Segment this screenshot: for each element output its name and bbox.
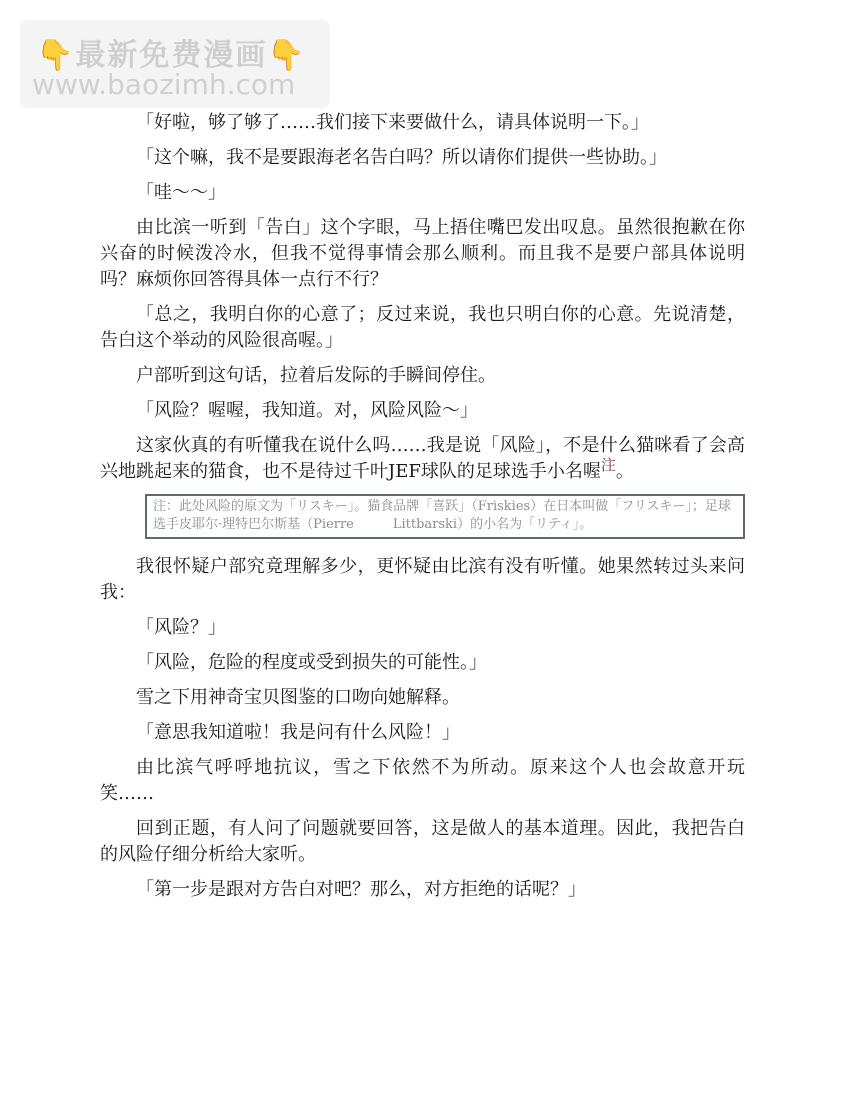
paragraph: 「这个嘛，我不是要跟海老名告白吗？所以请你们提供一些协助。」 bbox=[136, 147, 667, 168]
pointing-hand-icon: 👇 bbox=[36, 38, 76, 73]
paragraph: 「意思我知道啦！我是问有什么风险！」 bbox=[136, 722, 460, 743]
paragraph: 由比滨一听到「告白」这个字眼，马上捂住嘴巴发出叹息。虽然很抱歉在你兴奋的时候泼冷水，但我不觉得事情会那么顺利。而且我不是要户部具体说明吗？麻烦你回答得具体一点行不行？ bbox=[100, 217, 745, 290]
footnote-box bbox=[145, 494, 745, 539]
paragraph: 「好啦，够了够了……我们接下来要做什么，请具体说明一下。」 bbox=[136, 112, 649, 133]
paragraph: 由比滨气呼呼地抗议，雪之下依然不为所动。原来这个人也会故意开玩笑…… bbox=[100, 757, 745, 804]
paragraph-with-note bbox=[100, 433, 745, 485]
paragraph-end: 。 bbox=[615, 461, 634, 482]
paragraph: 「总之，我明白你的心意了；反过来说，我也只明白你的心意。先说清楚，告白这个举动的风险很高喔。」 bbox=[100, 304, 745, 351]
watermark-url: www.baozimh.com bbox=[32, 68, 296, 101]
paragraph: 「哇～～」 bbox=[136, 182, 226, 203]
footnote-text: 注：此处风险的原文为「リスキー」。猫食品牌「喜跃」（Friskies）在日本叫做「フリスキー」；足球选手皮耶尔·理特巴尔斯基（Pierre Littbarski）的小名为「リティ」。 bbox=[153, 499, 731, 532]
watermark bbox=[20, 20, 330, 108]
paragraph: 「风险？喔喔，我知道。对，风险风险～」 bbox=[136, 400, 478, 421]
watermark-title-text: 最新免费漫画 bbox=[75, 38, 268, 73]
footnote-marker[interactable]: 注 bbox=[600, 456, 616, 474]
paragraph: 我很怀疑户部究竟理解多少，更怀疑由比滨有没有听懂。她果然转过头来问我： bbox=[100, 556, 745, 603]
paragraph: 「风险，危险的程度或受到损失的可能性。」 bbox=[136, 652, 487, 673]
paragraph: 户部听到这句话，拉着后发际的手瞬间停住。 bbox=[136, 365, 496, 386]
pointing-hand-icon: 👇 bbox=[267, 38, 307, 73]
paragraph: 雪之下用神奇宝贝图鉴的口吻向她解释。 bbox=[136, 687, 460, 708]
paragraph: 「风险？」 bbox=[136, 617, 226, 638]
paragraph: 回到正题，有人问了问题就要回答，这是做人的基本道理。因此，我把告白的风险仔细分析给大家听。 bbox=[100, 818, 745, 865]
paragraph-text: 这家伙真的有听懂我在说什么吗……我是说「风险」，不是什么猫咪看了会高兴地跳起来的猫食，也不是待过千叶JEF球队的足球选手小名喔 bbox=[100, 435, 745, 482]
paragraph: 「第一步是跟对方告白对吧？那么，对方拒绝的话呢？」 bbox=[136, 879, 586, 900]
page-body bbox=[100, 110, 745, 912]
